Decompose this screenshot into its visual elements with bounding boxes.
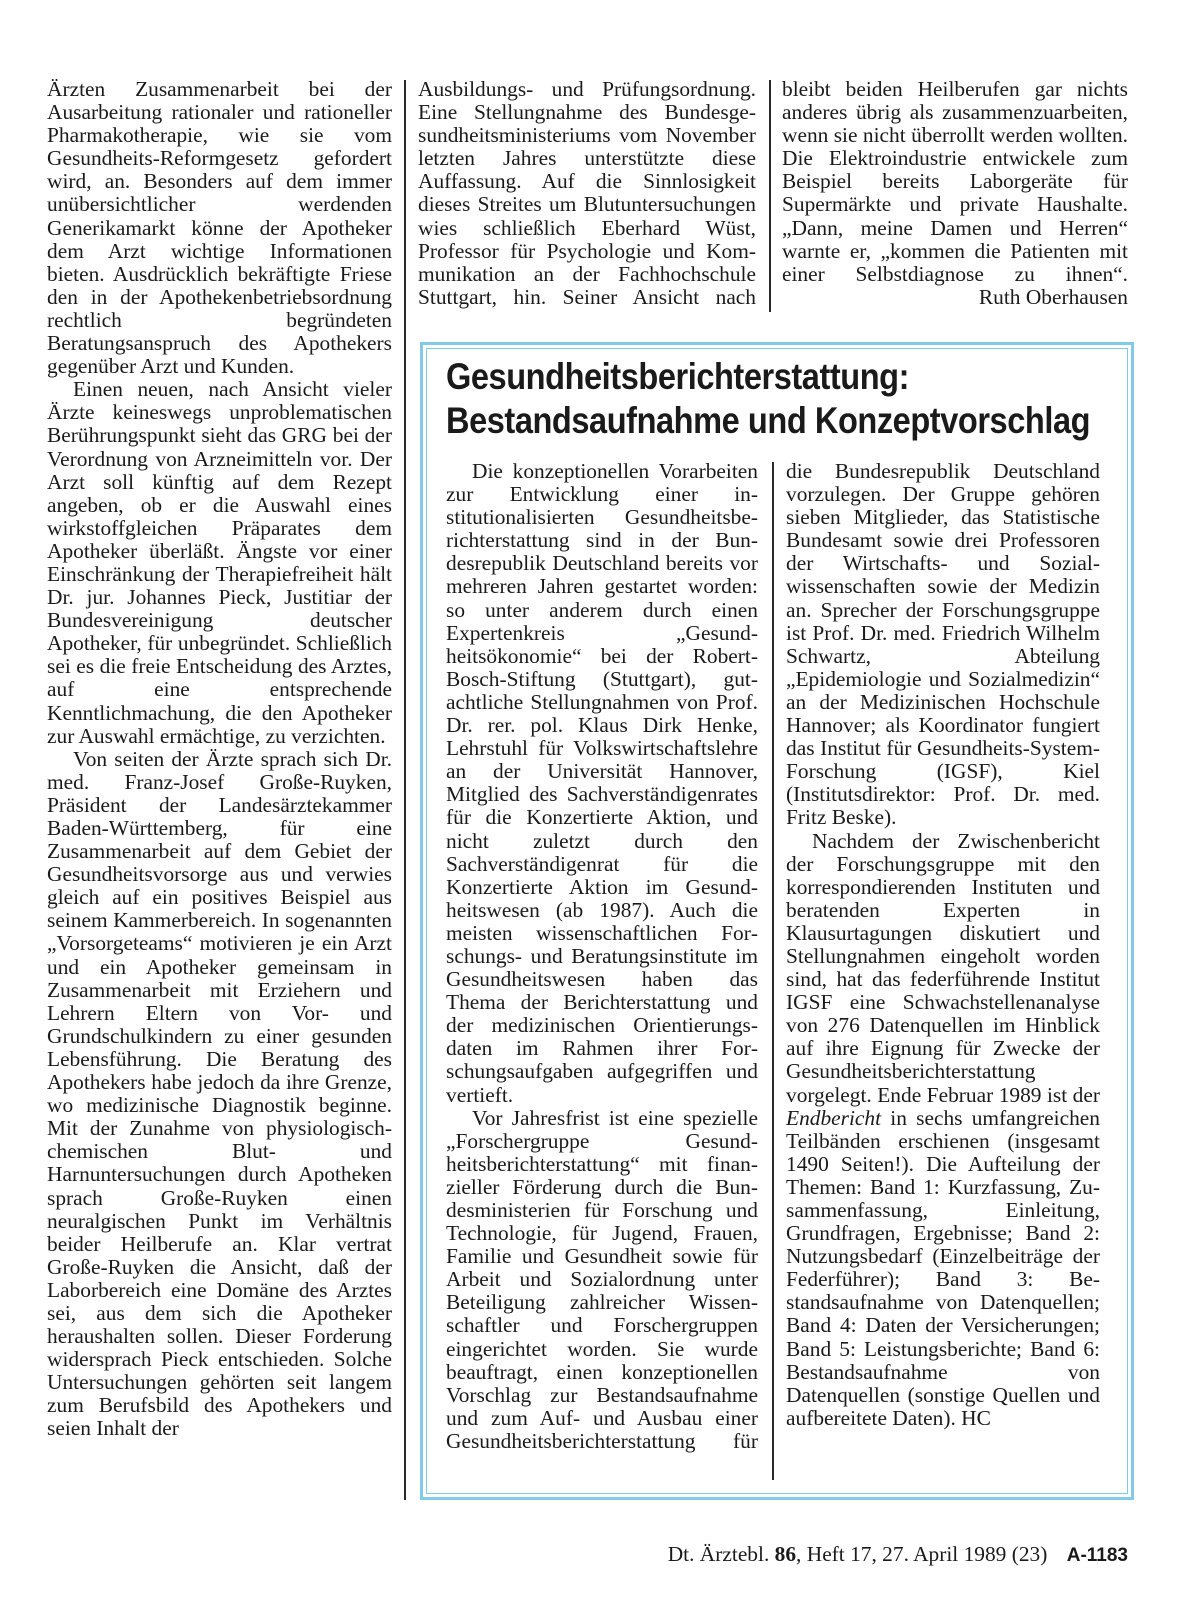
- column-divider: [769, 80, 771, 312]
- paragraph: [786, 830, 1100, 1430]
- paragraph: Einen neuen, nach Ansicht vieler Ärzte keineswegs unproblematischen Berührungspunkt sieht das GRG bei der Verordnung von Arzneimitteln vor. Der Arzt soll künftig auf dem Rezept angeben, ob er die Auswahl eines wirkstoffgleichen Präparates dem Apotheker überläßt. Ängste vor einer Einschränkung der Therapiefreiheit hält Dr. jur. Johannes Pieck, Justitiar der Bundesvereinigung deutscher Apotheker, für unbegründet. Schließlich sei es die freie Entscheidung des Arztes, auf eine entsprechende Kenntlichmachung, die den Apotheker zur Auswahl ermächtige, zu verzichten.: [47, 377, 392, 748]
- box-column-2: [786, 460, 1100, 1430]
- emphasis-text: Endbericht: [786, 1105, 882, 1130]
- paragraph: Von seiten der Ärzte sprach sich Dr. med. Franz-Josef Große-Ruyken, Präsident der Landesärztekammer Baden-Württemberg, für eine Zusammenarbeit auf dem Gebiet der Gesundheitsvorsorge aus und verwies gleich auf ein positives Beispiel aus seinem Kammerbereich. In sogenannten „Vorsorgeteams“ motivieren je ein Arzt und ein Apotheker gemeinsam in Zusammenarbeit mit Erziehern und Lehrern Eltern von Vor- und Grundschulkindern zu einer gesunden Lebensführung. Die Beratung des Apothekers habe jedoch da ihre Grenze, wo medizinische Diagnostik beginne. Mit der Zunahme von physiologisch-chemischen Blut- und Harnuntersuchungen durch Apotheken sprach Große-Ruyken einen neuralgischen Punkt im Verhältnis beider Heilberufe an. Klar vertrat Große-Ruyken die Ansicht, daß der Laborbereich eine Domäne des Arztes sei, aus dem sich die Apotheker heraushalten sollen. Dieser Forderung widersprach Pieck entschieden. Solche Untersuchungen gehörten seit langem zum Berufsbild des Apothekers und seien Inhalt der: [47, 746, 392, 1441]
- article-column-2: [418, 78, 756, 309]
- paragraph: Ausbildungs- und Prüfungsordnung. Eine Stellungnahme des Bundesgesundheitsministeriums vom November letzten Jahres unterstützte diese Auffassung. Auf die Sinnlosigkeit dieses Streites um Blutuntersuchungen wies schließlich Eberhard Wüst, Professor für Psychologie und Kommunikation an der Fachhochschule Stuttgart, hin. Seiner Ansicht nach: [418, 77, 756, 309]
- volume-number: 86: [774, 1542, 797, 1566]
- paragraph-text: Nachdem der Zwischenbericht der Forschungsgruppe mit den korrespondierenden Instituten und beratenden Experten in Klausurtagungen diskutiert und Stellungnahmen eingeholt worden sind, hat das federführende Institut IGSF eine Schwachstellenanalyse von 276 Datenquellen im Hinblick auf ihre Eignung für Zwecke der Gesundheitsberichterstattung vorgelegt. Ende Februar 1989 ist der: [786, 828, 1100, 1107]
- paragraph-text: bleibt beiden Heilberufen gar nichts anderes übrig als zusammenzuarbeiten, wenn sie nicht überrollt werden wollten. Die Elektroindustrie entwickele zum Beispiel bereits Laborgeräte für Supermärkte und private Haushalte. „Dann, meine Damen und Herren“ warnte er, „kommen die Patienten mit einer Selbstdiagnose zu ihnen“.: [782, 77, 1128, 286]
- journal-name: Dt. Ärztebl.: [667, 1542, 770, 1566]
- paragraph-text: in sechs umfangreichen Teilbänden erschienen (insgesamt 1490 Seiten!). Die Aufteilung der Themen: Band 1: Kurzfassung, Zusammenfassung, Einleitung, Grundfragen, Ergebnisse; Band 2: Nutzungsbedarf (Einzelbeiträge der Federführer); Band 3: Bestandsaufnahme von Datenquellen; Band 4: Daten der Versicherungen; Band 5: Leistungsberichte; Band 6: Bestandsaufnahme von Datenquellen (sonstige Quellen und aufbereitete Daten). HC: [786, 1105, 1100, 1430]
- paragraph: die Bundesrepublik Deutschland vorzulegen. Der Gruppe gehören sieben Mitglieder, das Statistische Bundesamt sowie drei Professoren der Wirtschafts- und Sozialwissenschaften sowie der Medizin an. Sprecher der Forschungsgruppe ist Prof. Dr. med. Friedrich Wilhelm Schwartz, Abteilung „Epidemiologie und Sozialmedizin“ an der Medizinischen Hochschule Hannover; als Koordinator fungiert das Institut für Gesundheits-System-Forschung (IGSF), Kiel (Institutsdirektor: Prof. Dr. med. Fritz Beske).: [786, 459, 1100, 830]
- box-headline: Gesundheitsberichterstattung:: [446, 356, 910, 397]
- box-column-1: [446, 460, 758, 1453]
- column-divider: [404, 80, 406, 1500]
- paragraph: Die konzeptionellen Vorarbeiten zur Entwicklung einer institutionalisierten Gesundheitsberichterstattung sind in der Bundesrepublik Deutschland bereits vor mehreren Jahren gestartet worden: so unter anderem durch einen Expertenkreis „Gesundheitsökonomie“ bei der Robert-Bosch-Stiftung (Stuttgart), gutachtliche Stellungnahmen von Prof. Dr. rer. pol. Klaus Dirk Henke, Lehrstuhl für Volkswirtschaftslehre an der Universität Hannover, Mitglied des Sachverständigenrates für die Konzertierte Aktion, und nicht zuletzt durch den Sachverständigenrat für die Konzertierte Aktion im Gesundheitswesen (ab 1987). Auch die meisten wissenschaftlichen Forschungs- und Beratungsinstitute im Gesundheitswesen haben das Thema der Berichterstattung und der medizinischen Orientierungsdaten im Rahmen ihrer Forschungsaufgaben aufgegriffen und vertieft.: [446, 459, 758, 1107]
- author-signature: Ruth Oberhausen: [978, 284, 1128, 309]
- column-divider: [772, 462, 774, 1480]
- page-footer: [668, 1542, 1128, 1568]
- issue-info: , Heft 17, 27. April 1989 (23): [796, 1542, 1048, 1566]
- paragraph: Ärzten Zusammenarbeit bei der Ausarbeitung rationaler und rationeller Pharmakotherapie, wie sie vom Gesundheits-Reformgesetz gefordert wird, an. Besonders auf dem immer unübersichtlicher werdenden Generikamarkt könne der Apotheker dem Arzt wichtige Informationen bieten. Ausdrücklich bekräftigte Friese den in der Apothekenbetriebsordnung rechtlich begründeten Beratungsanspruch des Apothekers gegenüber Arzt und Kunden.: [47, 77, 392, 379]
- page-reference: A-1183: [1066, 1545, 1128, 1566]
- article-column-3: [782, 78, 1128, 309]
- article-column-1: [47, 78, 392, 1441]
- paragraph: [782, 77, 1128, 309]
- paragraph: Vor Jahresfrist ist eine spezielle „Forschergruppe Gesundheitsberichterstattung“ mit finanzieller Förderung durch die Bundesministerien für Forschung und Technologie, für Jugend, Frauen, Familie und Gesundheit sowie für Arbeit und Sozialordnung unter Beteiligung zahlreicher Wissenschaftler und Forschergruppen eingerichtet worden. Sie wurde beauftragt, einen konzeptionellen Vorschlag zur Bestandsaufnahme und zum Auf- und Ausbau einer Gesundheitsberichterstattung für: [446, 1105, 758, 1453]
- box-headline: Bestandsaufnahme und Konzeptvorschlag: [446, 400, 1091, 441]
